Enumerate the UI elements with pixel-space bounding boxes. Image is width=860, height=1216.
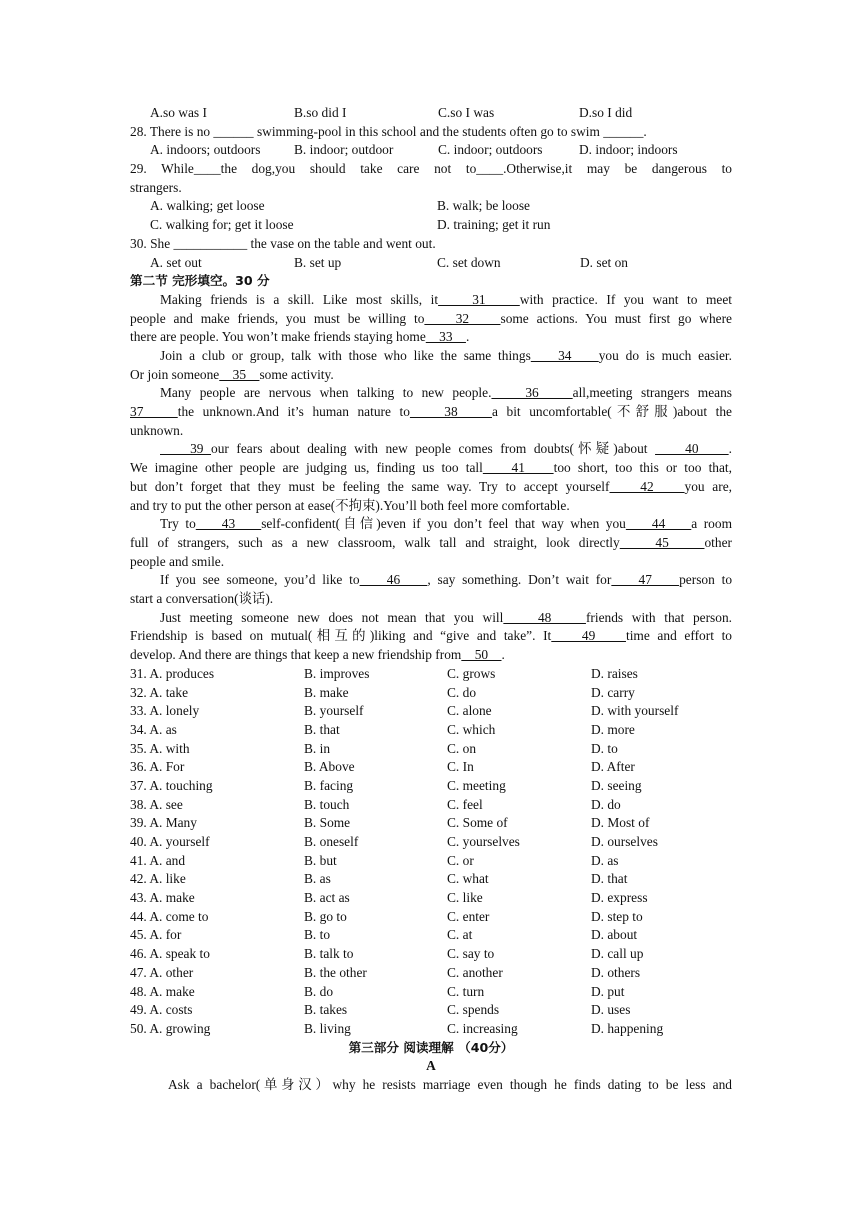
cloze-option-row bbox=[130, 814, 732, 833]
q28-option-b: B. indoor; outdoor bbox=[294, 142, 394, 158]
cloze-option-row bbox=[130, 908, 732, 927]
passage-text: time and effort to bbox=[625, 628, 732, 644]
cloze-option-d: D. as bbox=[591, 852, 619, 868]
passage-line bbox=[130, 609, 732, 628]
section2-title: 第二节 完形填空。30 分 bbox=[130, 273, 270, 289]
cloze-option-b: B. make bbox=[304, 684, 349, 700]
cloze-option-c: C. what bbox=[447, 871, 489, 887]
passage-text: . bbox=[728, 441, 732, 457]
cloze-option-c: C. feel bbox=[447, 796, 483, 812]
cloze-option-c: C. like bbox=[447, 890, 483, 906]
cloze-option-row bbox=[130, 964, 732, 983]
cloze-option-a: 33. A. lonely bbox=[130, 703, 200, 719]
passage-line bbox=[130, 571, 732, 590]
passage-text: but don’t forget that they must be feeling the same way. Try to accept yourself bbox=[130, 478, 610, 494]
passage-text: Or join someone bbox=[130, 366, 220, 382]
cloze-option-d: D. put bbox=[591, 983, 625, 999]
cloze-option-b: B. to bbox=[304, 927, 331, 943]
cloze-option-a: 39. A. Many bbox=[130, 815, 197, 831]
passage-text: people and make friends, you must be willing to bbox=[130, 310, 425, 326]
passage-text: there are people. You won’t make friends staying home bbox=[130, 329, 426, 345]
blank-43: 43 bbox=[195, 516, 262, 532]
cloze-option-a: 40. A. yourself bbox=[130, 834, 210, 850]
q29-option-d: D. training; get it run bbox=[437, 217, 551, 233]
passage-text: . bbox=[501, 647, 505, 663]
passage-text: Just meeting someone new does not mean that you will bbox=[160, 609, 504, 625]
cloze-option-d: D. about bbox=[591, 927, 638, 943]
blank-34: 34 bbox=[530, 347, 599, 363]
q29-option-a: A. walking; get loose bbox=[150, 198, 265, 214]
cloze-option-b: B. improves bbox=[304, 665, 370, 681]
cloze-option-a: 50. A. growing bbox=[130, 1020, 211, 1036]
q28-option-c: C. indoor; outdoors bbox=[438, 142, 543, 158]
cloze-option-b: B. that bbox=[304, 721, 340, 737]
q27-options bbox=[130, 104, 732, 123]
blank-46: 46 bbox=[359, 572, 428, 588]
blank-39: 39 bbox=[160, 441, 212, 457]
passage-text: some activity. bbox=[259, 366, 334, 382]
cloze-option-b: B. oneself bbox=[304, 834, 359, 850]
cloze-option-c: C. turn bbox=[447, 983, 485, 999]
cloze-option-row bbox=[130, 702, 732, 721]
cloze-option-b: B. go to bbox=[304, 908, 347, 924]
blank-48: 48 bbox=[503, 609, 586, 625]
q30-options bbox=[130, 254, 732, 273]
cloze-option-row bbox=[130, 796, 732, 815]
passage-text: the unknown.And it’s human nature to bbox=[177, 404, 410, 420]
cloze-option-a: 42. A. like bbox=[130, 871, 186, 887]
cloze-option-c: C. on bbox=[447, 740, 477, 756]
cloze-option-row bbox=[130, 926, 732, 945]
blank-36: 36 bbox=[491, 385, 573, 401]
cloze-option-c: C. do bbox=[447, 684, 477, 700]
cloze-option-row bbox=[130, 777, 732, 796]
cloze-option-a: 43. A. make bbox=[130, 890, 195, 906]
passage-line bbox=[130, 646, 732, 665]
blank-35: 35 bbox=[219, 366, 260, 382]
passage-text: self-confident(自信)even if you don’t feel that way when you bbox=[261, 516, 626, 532]
passage-text: , say something. Don’t wait for bbox=[427, 572, 612, 588]
q29-option-c: C. walking for; get it loose bbox=[150, 217, 294, 233]
cloze-option-c: C. at bbox=[447, 927, 473, 943]
passage-line bbox=[130, 534, 732, 553]
cloze-option-row bbox=[130, 833, 732, 852]
passage-text: . bbox=[465, 329, 470, 345]
cloze-option-c: C. Some of bbox=[447, 815, 508, 831]
cloze-option-row bbox=[130, 852, 732, 871]
cloze-option-c: C. In bbox=[447, 759, 474, 775]
passage-text: Try to bbox=[160, 516, 196, 532]
cloze-option-row bbox=[130, 740, 732, 759]
passage-text: you are, bbox=[684, 478, 732, 494]
passage-line bbox=[130, 440, 732, 459]
cloze-option-row bbox=[130, 721, 732, 740]
q30-option-b: B. set up bbox=[294, 254, 342, 270]
blank-47: 47 bbox=[611, 572, 680, 588]
cloze-option-d: D. After bbox=[591, 759, 635, 775]
cloze-option-c: C. spends bbox=[447, 1002, 500, 1018]
passage-line bbox=[130, 366, 732, 385]
passage-text: Many people are nervous when talking to new people. bbox=[160, 385, 492, 401]
cloze-option-a: 48. A. make bbox=[130, 983, 195, 999]
passage-text: person to bbox=[679, 572, 733, 588]
passage-text: develop. And there are things that keep a new friendship from bbox=[130, 647, 462, 663]
passage-line: and try to put the other person at ease(不拘束).You’ll both feel more comfortable. bbox=[130, 497, 570, 513]
passage-text: other bbox=[704, 534, 732, 550]
blank-33: 33 bbox=[425, 329, 466, 345]
cloze-option-row bbox=[130, 1001, 732, 1020]
blank-45: 45 bbox=[619, 534, 705, 550]
exam-page bbox=[130, 104, 732, 1095]
cloze-option-b: B. yourself bbox=[304, 703, 364, 719]
passage-line bbox=[130, 347, 732, 366]
q29-stem-line2: strangers. bbox=[130, 179, 182, 195]
cloze-option-d: D. Most of bbox=[591, 815, 650, 831]
cloze-option-row bbox=[130, 945, 732, 964]
passage-text: a room bbox=[691, 516, 732, 532]
q29-options-row1 bbox=[130, 197, 732, 216]
part3-title: 第三部分 阅读理解 （40分） bbox=[348, 1039, 514, 1055]
q29-stem-line1: 29. While____the dog,you should take care not to____.Otherwise,it may be dangerous to bbox=[130, 161, 732, 177]
cloze-option-b: B. Above bbox=[304, 759, 355, 775]
cloze-option-row bbox=[130, 684, 732, 703]
cloze-option-d: D. step to bbox=[591, 908, 643, 924]
cloze-option-b: B. facing bbox=[304, 777, 354, 793]
cloze-option-b: B. the other bbox=[304, 964, 367, 980]
q30-option-a: A. set out bbox=[150, 254, 202, 270]
blank-50: 50 bbox=[461, 647, 502, 663]
cloze-option-d: D. ourselves bbox=[591, 834, 658, 850]
passage-text: a bit uncomfortable(不舒服)about the bbox=[491, 404, 733, 420]
cloze-option-a: 38. A. see bbox=[130, 796, 183, 812]
passage-line bbox=[130, 403, 732, 422]
cloze-option-a: 45. A. for bbox=[130, 927, 182, 943]
cloze-option-b: B. in bbox=[304, 740, 331, 756]
cloze-option-row bbox=[130, 1020, 732, 1039]
cloze-option-a: 47. A. other bbox=[130, 964, 194, 980]
passage-text: friends with that person. bbox=[585, 609, 732, 625]
passage-text: with practice. If you want to meet bbox=[519, 291, 733, 307]
cloze-option-c: C. say to bbox=[447, 946, 495, 962]
passage-text: all,meeting strangers means bbox=[572, 385, 733, 401]
blank-42: 42 bbox=[609, 478, 685, 494]
cloze-option-a: 34. A. as bbox=[130, 721, 177, 737]
passage-line: unknown. bbox=[130, 422, 184, 438]
cloze-option-b: B. but bbox=[304, 852, 337, 868]
cloze-option-c: C. increasing bbox=[447, 1020, 518, 1036]
passage-line bbox=[130, 459, 732, 478]
passage-line bbox=[130, 291, 732, 310]
blank-38: 38 bbox=[409, 404, 492, 420]
cloze-option-c: C. which bbox=[447, 721, 496, 737]
cloze-option-d: D. raises bbox=[591, 665, 638, 681]
cloze-option-b: B. touch bbox=[304, 796, 350, 812]
cloze-option-b: B. takes bbox=[304, 1002, 348, 1018]
cloze-option-d: D. uses bbox=[591, 1002, 631, 1018]
q28-option-a: A. indoors; outdoors bbox=[150, 142, 261, 158]
cloze-option-d: D. call up bbox=[591, 946, 644, 962]
passage-text: Friendship is based on mutual(相互的)liking and “give and take”. It bbox=[130, 628, 552, 644]
cloze-option-d: D. with yourself bbox=[591, 703, 679, 719]
cloze-option-row bbox=[130, 889, 732, 908]
cloze-option-a: 46. A. speak to bbox=[130, 946, 210, 962]
blank-31: 31 bbox=[438, 291, 520, 307]
cloze-option-d: D. more bbox=[591, 721, 635, 737]
cloze-option-d: D. do bbox=[591, 796, 621, 812]
passage-line bbox=[130, 310, 732, 329]
q28-options bbox=[130, 141, 732, 160]
cloze-option-b: B. as bbox=[304, 871, 331, 887]
passage-line bbox=[130, 328, 732, 347]
cloze-option-b: B. act as bbox=[304, 890, 350, 906]
passage-text: Making friends is a skill. Like most skills, it bbox=[160, 291, 439, 307]
blank-44: 44 bbox=[625, 516, 692, 532]
cloze-option-a: 32. A. take bbox=[130, 684, 189, 700]
q30-stem: 30. She ___________ the vase on the table and went out. bbox=[130, 235, 436, 251]
blank-49: 49 bbox=[551, 628, 626, 644]
passage-text: Join a club or group, talk with those who like the same things bbox=[160, 347, 531, 363]
cloze-option-d: D. seeing bbox=[591, 777, 642, 793]
cloze-option-c: C. or bbox=[447, 852, 474, 868]
cloze-option-c: C. enter bbox=[447, 908, 490, 924]
passage-text: you do is much easier. bbox=[598, 347, 732, 363]
cloze-option-d: D. that bbox=[591, 871, 628, 887]
cloze-option-c: C. grows bbox=[447, 665, 496, 681]
cloze-option-row bbox=[130, 983, 732, 1002]
cloze-option-c: C. alone bbox=[447, 703, 492, 719]
passage-text: If you see someone, you’d like to bbox=[160, 572, 360, 588]
passage-text: full of strangers, such as a new classroom, walk tall and straight, look directly bbox=[130, 534, 620, 550]
cloze-option-row bbox=[130, 665, 732, 684]
cloze-options-table bbox=[130, 665, 732, 1039]
passage-line bbox=[130, 627, 732, 646]
passage-line: people and smile. bbox=[130, 553, 225, 569]
cloze-option-d: D. express bbox=[591, 890, 648, 906]
q27-option-b: B.so did I bbox=[294, 105, 347, 120]
cloze-option-a: 44. A. come to bbox=[130, 908, 209, 924]
blank-37: 37 bbox=[130, 404, 178, 420]
cloze-option-c: C. yourselves bbox=[447, 834, 520, 850]
blank-32: 32 bbox=[424, 310, 501, 326]
passage-line bbox=[130, 478, 732, 497]
passage-text: too short, too this or too that, bbox=[553, 460, 732, 476]
cloze-option-c: C. another bbox=[447, 964, 503, 980]
cloze-option-a: 36. A. For bbox=[130, 759, 185, 775]
cloze-option-c: C. meeting bbox=[447, 777, 506, 793]
cloze-option-d: D. others bbox=[591, 964, 641, 980]
passage-line bbox=[130, 384, 732, 403]
q28-option-d: D. indoor; indoors bbox=[579, 142, 678, 158]
q29-option-b: B. walk; be loose bbox=[437, 198, 530, 214]
passage-a-first-line: Ask a bachelor(单身汉）why he resists marriage even though he finds dating to be less and bbox=[168, 1076, 732, 1092]
cloze-option-b: B. do bbox=[304, 983, 334, 999]
cloze-option-a: 31. A. produces bbox=[130, 665, 215, 681]
cloze-option-b: B. talk to bbox=[304, 946, 354, 962]
q29-options-row2 bbox=[130, 216, 732, 235]
passage-a-label: A bbox=[426, 1058, 436, 1074]
cloze-option-b: B. living bbox=[304, 1020, 351, 1036]
blank-40: 40 bbox=[655, 441, 729, 457]
q30-option-c: C. set down bbox=[437, 254, 501, 270]
q27-option-d: D.so I did bbox=[579, 105, 633, 120]
cloze-option-d: D. carry bbox=[591, 684, 635, 700]
passage-text: our fears about dealing with new people comes from doubts(怀疑)about bbox=[211, 441, 656, 457]
cloze-option-a: 49. A. costs bbox=[130, 1002, 193, 1018]
cloze-option-a: 41. A. and bbox=[130, 852, 186, 868]
passage-line: start a conversation(谈话). bbox=[130, 591, 274, 607]
q28-stem: 28. There is no ______ swimming-pool in this school and the students often go to swim ______. bbox=[130, 123, 647, 139]
cloze-option-row bbox=[130, 758, 732, 777]
blank-41: 41 bbox=[482, 460, 554, 476]
cloze-option-b: B. Some bbox=[304, 815, 351, 831]
cloze-option-d: D. happening bbox=[591, 1020, 664, 1036]
passage-line bbox=[130, 515, 732, 534]
q27-option-a: A.so was I bbox=[150, 105, 207, 120]
q30-option-d: D. set on bbox=[580, 254, 628, 270]
q27-option-c: C.so I was bbox=[438, 105, 495, 120]
passage-text: some actions. You must first go where bbox=[500, 310, 732, 326]
cloze-option-a: 35. A. with bbox=[130, 740, 190, 756]
passage-text: We imagine other people are judging us, finding us too tall bbox=[130, 460, 483, 476]
cloze-option-d: D. to bbox=[591, 740, 618, 756]
cloze-option-row bbox=[130, 870, 732, 889]
cloze-option-a: 37. A. touching bbox=[130, 777, 213, 793]
